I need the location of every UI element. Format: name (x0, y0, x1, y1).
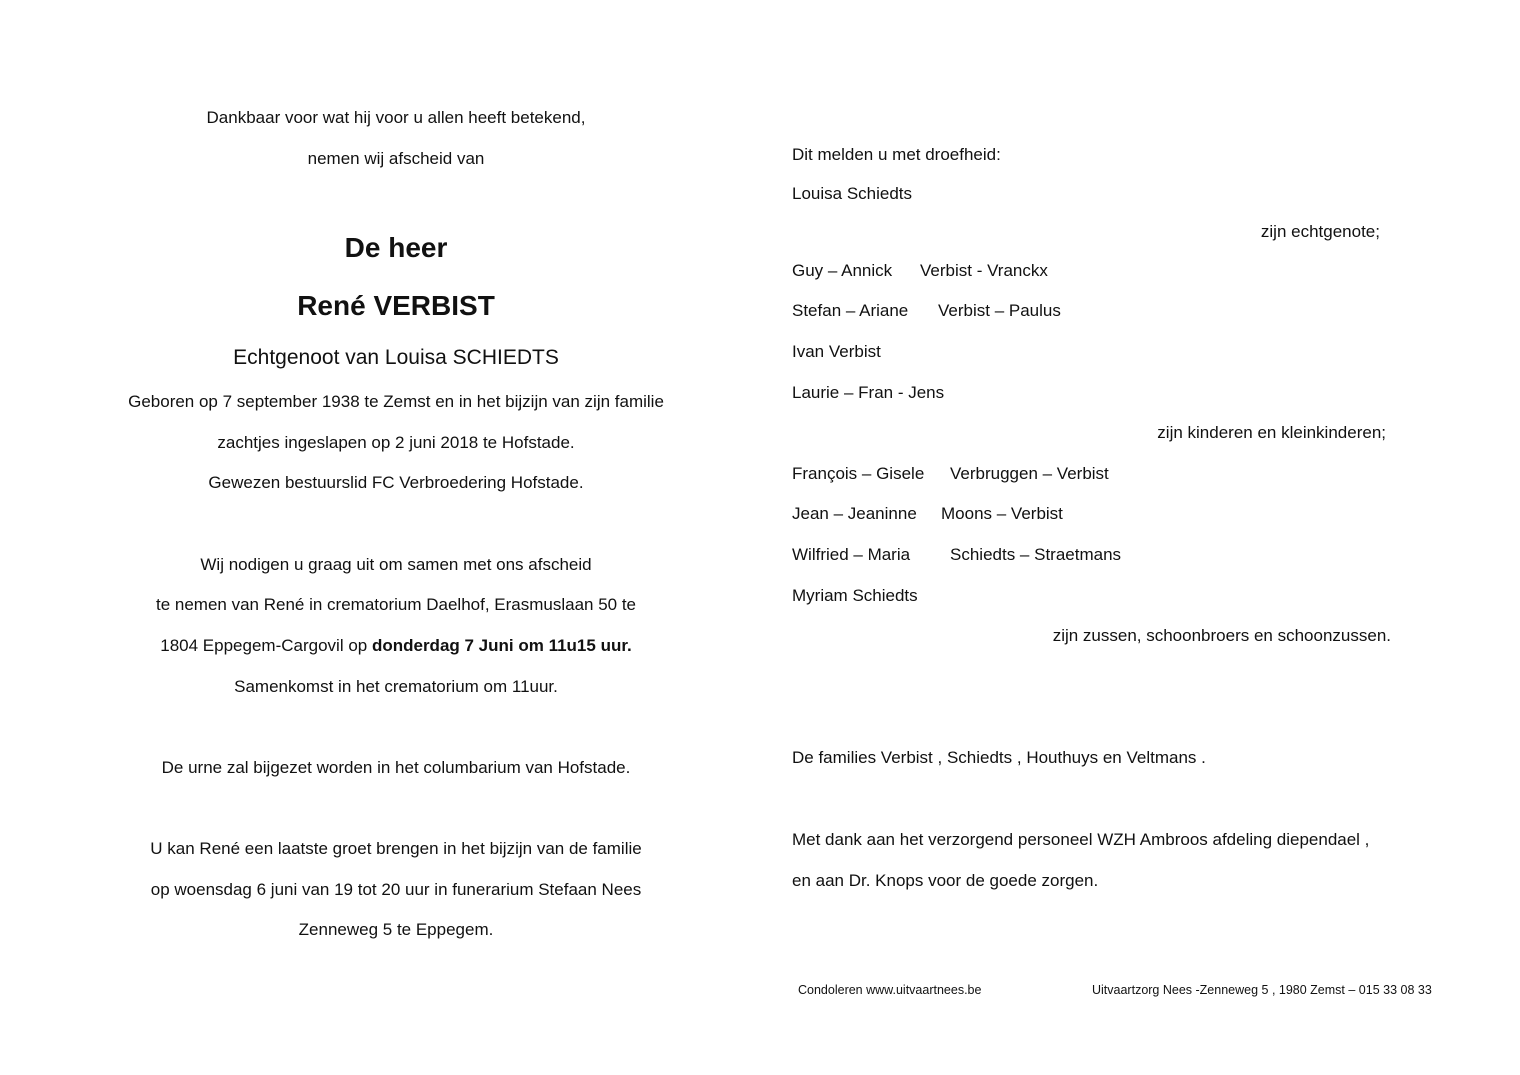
wife-relation: zijn echtgenote; (1260, 222, 1380, 241)
families-line: De families Verbist , Schiedts , Houthuys en Veltmans . (792, 748, 1206, 767)
child-first-3: Laurie – Fran - Jens (792, 383, 945, 402)
role-line: Gewezen bestuurslid FC Verbroedering Hofstade. (208, 473, 584, 492)
sibling-first-3: Myriam Schiedts (792, 586, 918, 605)
invite-line-3-prefix: 1804 Eppegem-Cargovil op (160, 636, 372, 655)
meeting-line: Samenkomst in het crematorium om 11uur. (234, 677, 558, 696)
wife-name: Louisa Schiedts (792, 184, 913, 203)
death-line: zachtjes ingeslapen op 2 juni 2018 te Hofstade. (217, 433, 575, 452)
sibling-first-0: François – Gisele (792, 464, 925, 483)
invite-line-3 (160, 636, 631, 656)
thanks-line-2: en aan Dr. Knops voor de goede zorgen. (792, 871, 1099, 890)
urn-line: De urne zal bijgezet worden in het columbarium van Hofstade. (161, 758, 631, 777)
ceremony-date: donderdag 7 Juni om 11u15 uur. (371, 636, 632, 655)
children-relation: zijn kinderen en kleinkinderen; (1157, 423, 1386, 442)
intro-line-2: nemen wij afscheid van (307, 149, 485, 168)
invite-line-1: Wij nodigen u graag uit om samen met ons afscheid (200, 555, 592, 574)
child-first-2: Ivan Verbist (792, 342, 881, 361)
child-first-0: Guy – Annick (792, 261, 893, 280)
visit-line-1: U kan René een laatste groet brengen in het bijzijn van de familie (150, 839, 642, 858)
thanks-line-1: Met dank aan het verzorgend personeel WZH Ambroos afdeling diependael , (792, 830, 1370, 849)
sibling-first-1: Jean – Jeaninne (792, 504, 917, 523)
deceased-title: De heer (344, 232, 448, 263)
announce-line: Dit melden u met droefheid: (792, 145, 1001, 164)
sibling-last-1: Moons – Verbist (941, 504, 1063, 523)
sibling-last-2: Schiedts – Straetmans (950, 545, 1122, 564)
sibling-last-0: Verbruggen – Verbist (950, 464, 1109, 483)
undertaker-info: Uitvaartzorg Nees -Zenneweg 5 , 1980 Zemst – 015 33 08 33 (1092, 983, 1432, 997)
invite-line-2: te nemen van René in crematorium Daelhof, Erasmuslaan 50 te (155, 595, 637, 614)
siblings-relation: zijn zussen, schoonbroers en schoonzussen. (1052, 626, 1391, 645)
sibling-first-2: Wilfried – Maria (792, 545, 911, 564)
child-last-1: Verbist – Paulus (938, 301, 1061, 320)
deceased-name: René VERBIST (297, 290, 495, 321)
child-last-0: Verbist - Vranckx (920, 261, 1048, 280)
birth-line: Geboren op 7 september 1938 te Zemst en in het bijzijn van zijn familie (128, 392, 664, 411)
child-first-1: Stefan – Ariane (792, 301, 909, 320)
intro-line-1: Dankbaar voor wat hij voor u allen heeft betekend, (206, 108, 586, 127)
visit-line-3: Zenneweg 5 te Eppegem. (298, 920, 494, 939)
visit-line-2: op woensdag 6 juni van 19 tot 20 uur in funerarium Stefaan Nees (150, 880, 642, 899)
spouse-line: Echtgenoot van Louisa SCHIEDTS (233, 346, 559, 369)
condolences-link[interactable]: Condoleren www.uitvaartnees.be (798, 983, 982, 997)
